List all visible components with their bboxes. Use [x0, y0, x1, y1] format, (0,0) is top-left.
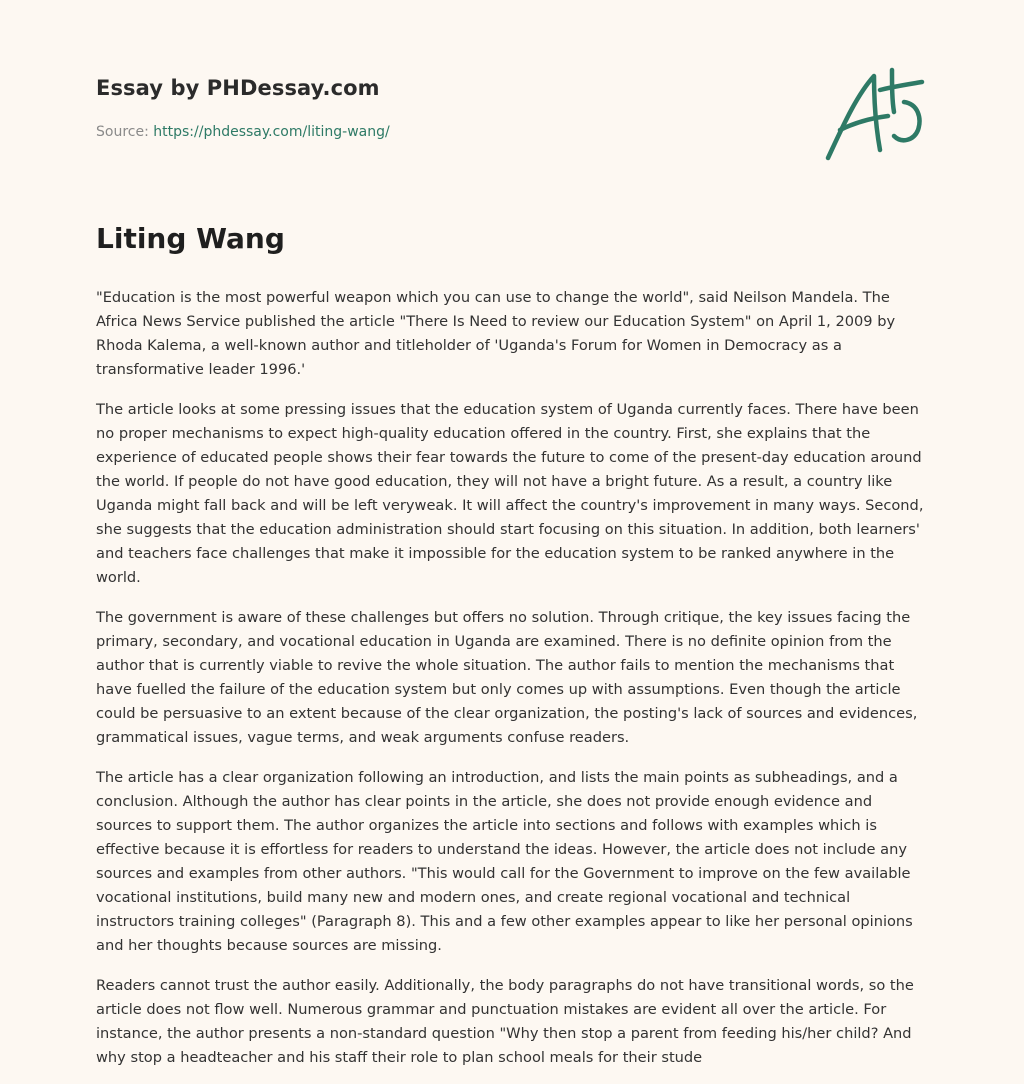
- essay-body: [96, 286, 932, 1084]
- a-plus-grade-icon: [822, 66, 928, 164]
- source-line: [96, 124, 390, 140]
- essay-paragraph: The article looks at some pressing issues that the education system of Uganda currently faces. There have been no proper mechanisms to expect high-quality education offered in the country. First, she explains that the experience of educated people shows their fear towards the future to come of the present-day education around the world. If people do not have good education, they will not have a bright future. As a result, a country like Uganda might fall back and will be left veryweak. It will affect the country's improvement in many ways. Second, she suggests that the education administration should start focusing on this situation. In addition, both learners' and teachers face challenges that make it impossible for the education system to be ranked anywhere in the world.: [96, 401, 924, 586]
- essay-paragraph: The government is aware of these challenges but offers no solution. Through critique, the key issues facing the primary, secondary, and vocational education in Uganda are examined. There is no definite opinion from the author that is currently viable to revive the whole situation. The author fails to mention the mechanisms that have fuelled the failure of the education system but only comes up with assumptions. Even though the article could be persuasive to an extent because of the clear organization, the posting's lack of sources and evidences, grammatical issues, vague terms, and weak arguments confuse readers.: [96, 609, 918, 746]
- essay-paragraph: "Education is the most powerful weapon which you can use to change the world", said Neilson Mandela. The Africa News Service published the article "There Is Need to review our Education System" on April 1, 2009 by Rhoda Kalema, a well-known author and titleholder of 'Uganda's Forum for Women in Democracy as a transformative leader 1996.': [96, 289, 896, 378]
- site-brand: Essay by PHDessay.com: [96, 76, 380, 100]
- essay-paragraph: The article has a clear organization following an introduction, and lists the main points as subheadings, and a conclusion. Although the author has clear points in the article, she does not provide enough evidence and sources to support them. The author organizes the article into sections and follows with examples which is effective because it is effortless for readers to understand the ideas. However, the article does not include any sources and examples from other authors. "This would call for the Government to improve on the few available vocational institutions, build many new and modern ones, and create regional vocational and technical instructors training colleges" (Paragraph 8). This and a few other examples appear to like her personal opinions and her thoughts because sources are missing.: [96, 769, 913, 954]
- essay-paragraph: Readers cannot trust the author easily. Additionally, the body paragraphs do not have transitional words, so the article does not flow well. Numerous grammar and punctuation mistakes are evident all over the article. For instance, the author presents a non-standard question "Why then stop a parent from feeding his/her child? And why stop a headteacher and his staff their role to plan school meals for their stude: [96, 977, 914, 1066]
- source-link[interactable]: https://phdessay.com/liting-wang/: [153, 124, 390, 140]
- essay-title: Liting Wang: [96, 222, 285, 255]
- source-label: Source:: [96, 124, 154, 140]
